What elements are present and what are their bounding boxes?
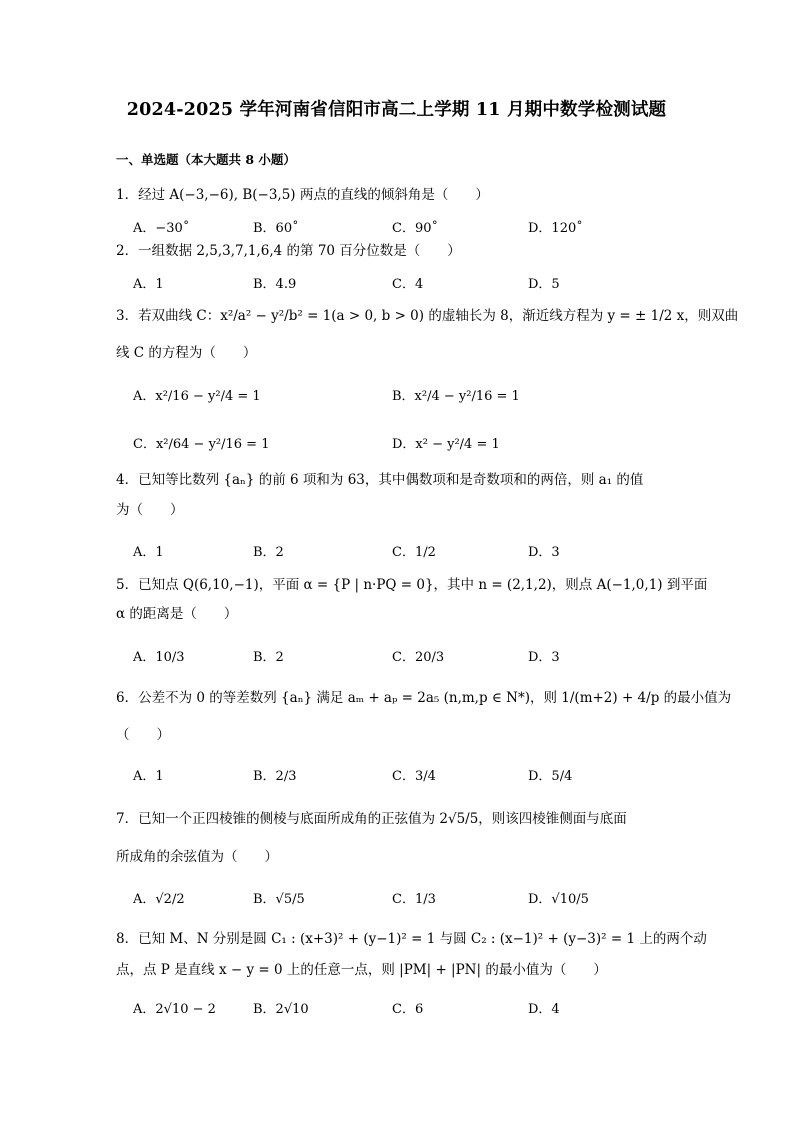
question-3-line-1: 3．若双曲线 C：x²/a² − y²/b² = 1(a > 0, b > 0) 的虚轴长为 8，渐近线方程为 y = ± 1/2 x，则双曲 <box>116 308 739 324</box>
question-3-option-C[interactable]: C．x²/64 − y²/16 = 1 <box>133 437 270 452</box>
question-6-line-2: （ ） <box>116 727 170 743</box>
question-8-option-C[interactable]: C．6 <box>392 1002 424 1017</box>
question-4-line-1: 4．已知等比数列 {aₙ} 的前 6 项和为 63，其中偶数项和是奇数项和的两倍，则 a₁ 的值 <box>116 472 644 488</box>
question-8-line-1: 8．已知 M、N 分别是圆 C₁ : (x+3)² + (y−1)² = 1 与圆 C₂ : (x−1)² + (y−3)² = 1 上的两个动 <box>116 931 707 947</box>
question-1-option-D[interactable]: D．120˚ <box>528 221 583 236</box>
question-4-option-A[interactable]: A．1 <box>133 545 164 560</box>
question-3-option-B[interactable]: B．x²/4 − y²/16 = 1 <box>392 389 520 404</box>
question-1-option-A[interactable]: A．−30˚ <box>133 221 190 236</box>
question-7-option-B[interactable]: B．√5/5 <box>253 892 305 907</box>
question-6-option-C[interactable]: C．3/4 <box>392 769 436 784</box>
question-5-option-C[interactable]: C．20/3 <box>392 650 445 665</box>
question-6-option-A[interactable]: A．1 <box>133 769 164 784</box>
question-6-option-D[interactable]: D．5/4 <box>528 769 573 784</box>
question-3-option-A[interactable]: A．x²/16 − y²/4 = 1 <box>133 389 261 404</box>
question-5-line-2: α 的距离是（ ） <box>116 606 238 622</box>
question-8-option-B[interactable]: B．2√10 <box>253 1002 309 1017</box>
question-6-line-1: 6．公差不为 0 的等差数列 {aₙ} 满足 aₘ + aₚ = 2a₅ (n,m,p ∈ N*)，则 1/(m+2) + 4/p 的最小值为 <box>116 690 732 706</box>
question-4-line-2: 为（ ） <box>116 502 184 518</box>
question-4-option-D[interactable]: D．3 <box>528 545 560 560</box>
question-5-option-B[interactable]: B．2 <box>253 650 284 665</box>
question-7-option-C[interactable]: C．1/3 <box>392 892 436 907</box>
question-3-line-2: 线 C 的方程为（ ） <box>116 345 257 361</box>
question-5-option-D[interactable]: D．3 <box>528 650 560 665</box>
question-1-option-B[interactable]: B．60˚ <box>253 221 299 236</box>
question-5-option-A[interactable]: A．10/3 <box>133 650 185 665</box>
question-2-option-D[interactable]: D．5 <box>528 277 560 292</box>
question-7-option-D[interactable]: D．√10/5 <box>528 892 589 907</box>
question-1-option-C[interactable]: C．90˚ <box>392 221 438 236</box>
page-title: 2024-2025 学年河南省信阳市高二上学期 11 月期中数学检测试题 <box>126 100 667 120</box>
question-2-option-A[interactable]: A．1 <box>133 277 164 292</box>
question-7-line-1: 7．已知一个正四棱锥的侧棱与底面所成角的正弦值为 2√5/5，则该四棱锥侧面与底面 <box>116 811 627 827</box>
question-8-option-D[interactable]: D．4 <box>528 1002 560 1017</box>
question-2-line-1: 2．一组数据 2,5,3,7,1,6,4 的第 70 百分位数是（ ） <box>116 243 461 259</box>
question-8-line-2: 点，点 P 是直线 x − y = 0 上的任意一点，则 |PM| + |PN| 的最小值为（ ） <box>116 962 607 978</box>
question-2-option-B[interactable]: B．4.9 <box>253 277 297 292</box>
section-heading: 一、单选题（本大题共 8 小题） <box>116 152 296 167</box>
question-6-option-B[interactable]: B．2/3 <box>253 769 297 784</box>
question-2-option-C[interactable]: C．4 <box>392 277 424 292</box>
question-4-option-B[interactable]: B．2 <box>253 545 284 560</box>
question-5-line-1: 5．已知点 Q(6,10,−1)，平面 α = {P | n·PQ = 0}，其中 n = (2,1,2)，则点 A(−1,0,1) 到平面 <box>116 577 708 593</box>
question-7-line-2: 所成角的余弦值为（ ） <box>116 849 278 865</box>
question-1-line-1: 1．经过 A(−3,−6), B(−3,5) 两点的直线的倾斜角是（ ） <box>116 187 489 203</box>
question-4-option-C[interactable]: C．1/2 <box>392 545 436 560</box>
question-7-option-A[interactable]: A．√2/2 <box>133 892 185 907</box>
question-8-option-A[interactable]: A．2√10 − 2 <box>133 1002 216 1017</box>
question-3-option-D[interactable]: D．x² − y²/4 = 1 <box>392 437 500 452</box>
